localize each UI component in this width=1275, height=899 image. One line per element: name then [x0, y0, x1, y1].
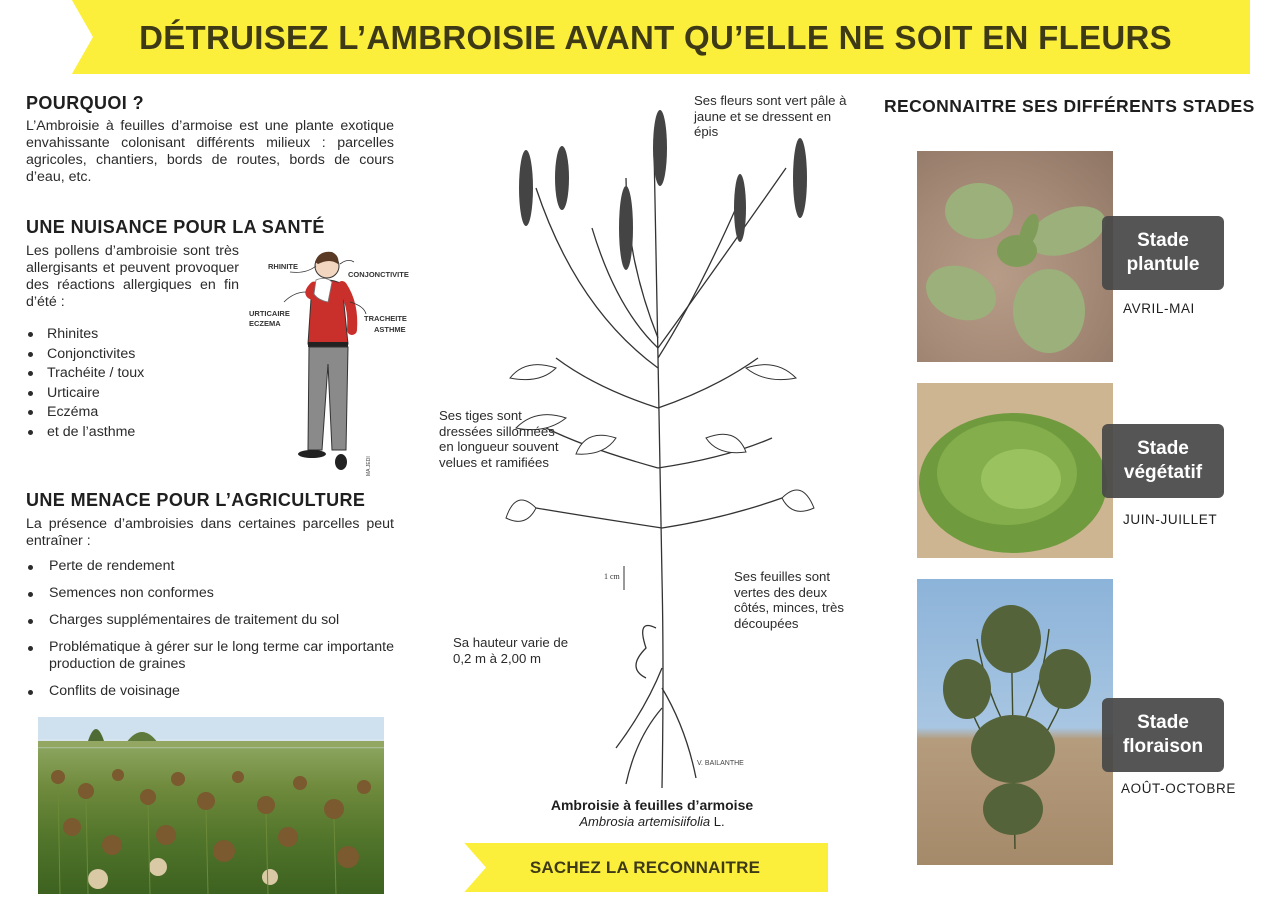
flowers-note: Ses fleurs sont vert pâle à jaune et se dressent en épis — [694, 93, 847, 139]
stage-vegetatif-photo — [917, 383, 1113, 558]
illustrator-signature: V. BAILANTHE — [697, 760, 744, 767]
stage-floraison-line1: Stade — [1137, 712, 1189, 733]
label-urticaire: URTICAIRE — [249, 309, 290, 318]
sante-text: Les pollens d’ambroisie sont très allergisants et peuvent provoquer des réactions allergiques en fin d’été : — [26, 243, 239, 310]
latin-name: Ambrosia artemisiifolia — [579, 814, 711, 829]
allergy-person-illustration — [244, 244, 410, 480]
list-item: Problématique à gérer sur le long terme car importante production de graines — [26, 639, 394, 673]
list-item: Urticaire — [26, 384, 144, 404]
sunflower-field-photo — [38, 717, 384, 894]
stage-plantule-date: AVRIL-MAI — [1123, 301, 1195, 316]
stage-floraison-photo — [917, 579, 1113, 865]
scale-label: 1 cm — [604, 572, 620, 581]
list-item: Perte de rendement — [26, 558, 394, 575]
agriculture-title: UNE MENACE POUR L’AGRICULTURE — [26, 490, 366, 510]
list-item: Charges supplémentaires de traitement du sol — [26, 612, 394, 629]
pourquoi-text: L’Ambroisie à feuilles d’armoise est une plante exotique envahissante colonisant différents milieux : parcelles agricoles, chantiers, bords de routes, bords de cours d’eau, etc. — [26, 118, 394, 185]
list-item: Conflits de voisinage — [26, 683, 394, 700]
plant-caption-common: Ambroisie à feuilles d’armoise — [550, 797, 754, 813]
plant-caption-latin — [472, 814, 832, 829]
label-rhinite: RHINITE — [268, 262, 298, 271]
stage-vegetatif-date: JUIN-JUILLET — [1123, 512, 1218, 527]
list-item: Rhinites — [26, 325, 144, 345]
stage-plantule-line2: plantule — [1126, 254, 1200, 275]
sante-title: UNE NUISANCE POUR LA SANTÉ — [26, 217, 325, 237]
pourquoi-title: POURQUOI ? — [26, 93, 145, 113]
sante-list — [26, 325, 144, 443]
stage-vegetatif-line1: Stade — [1137, 438, 1189, 459]
stage-vegetatif-line2: végétatif — [1123, 462, 1203, 483]
stades-title: RECONNAITRE SES DIFFÉRENTS STADES — [884, 96, 1255, 116]
stems-note: Ses tiges sont dressées sillonnées en longueur souvent velues et ramifiées — [439, 408, 559, 470]
stage-vegetatif-badge — [1102, 424, 1224, 498]
list-item: Trachéite / toux — [26, 364, 144, 384]
latin-author: L. — [710, 814, 725, 829]
stage-plantule-line1: Stade — [1137, 230, 1189, 251]
label-tracheite: TRACHEITE — [364, 314, 407, 323]
stage-floraison-badge — [1102, 698, 1224, 772]
svg-text:MA.JEDI: MA.JEDI — [366, 456, 372, 476]
label-conjonctivite: CONJONCTIVITE — [348, 270, 409, 279]
list-item: Conjonctivites — [26, 345, 144, 365]
agriculture-text: La présence d’ambroisies dans certaines parcelles peut entraîner : — [26, 516, 394, 549]
stage-floraison-date: AOÛT-OCTOBRE — [1121, 781, 1236, 796]
list-item: et de l’asthme — [26, 423, 144, 443]
agriculture-list — [26, 558, 394, 700]
label-asthme: ASTHME — [374, 325, 406, 334]
list-item: Semences non conformes — [26, 585, 394, 602]
height-note: Sa hauteur varie de 0,2 m à 2,00 m — [453, 635, 569, 666]
page-title: DÉTRUISEZ L’AMBROISIE AVANT QU’ELLE NE SOIT EN FLEURS — [139, 19, 1172, 56]
cta-label: SACHEZ LA RECONNAITRE — [529, 858, 761, 877]
stage-floraison-line2: floraison — [1122, 736, 1204, 757]
list-item: Eczéma — [26, 403, 144, 423]
leaves-note: Ses feuilles sont vertes des deux côtés, minces, très découpées — [734, 569, 844, 631]
stage-plantule-photo — [917, 151, 1113, 362]
stage-plantule-badge — [1102, 216, 1224, 290]
label-eczema: ECZEMA — [249, 319, 281, 328]
